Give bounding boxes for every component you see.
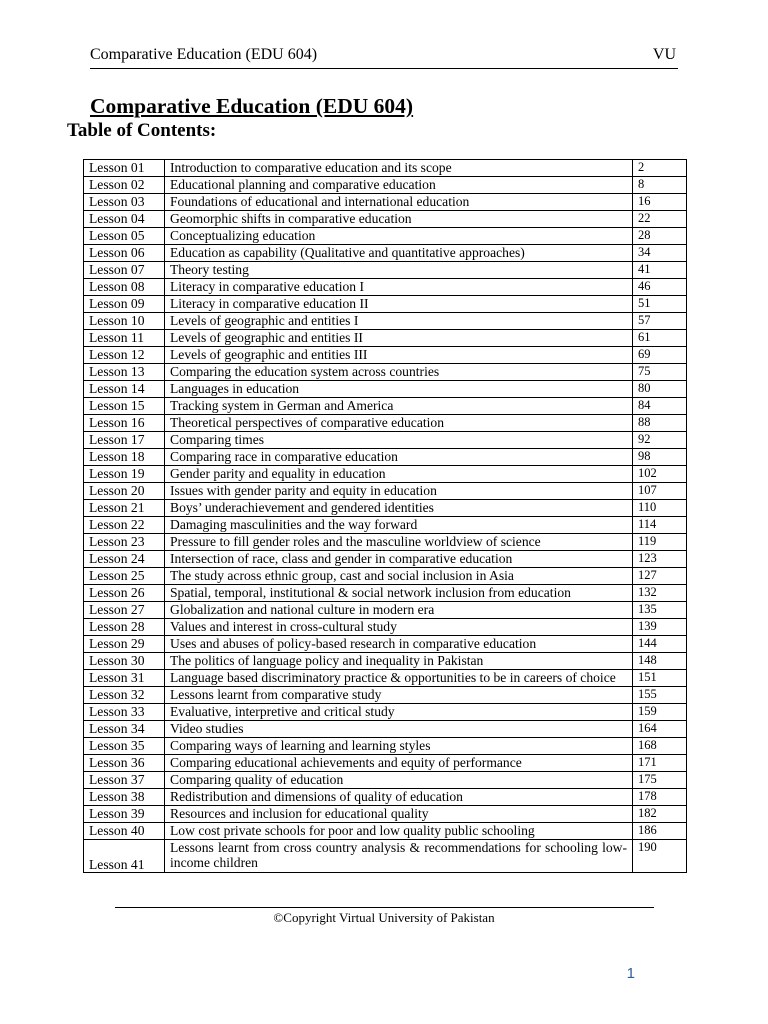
toc-row xyxy=(84,245,687,262)
toc-page-cell: 69 xyxy=(633,347,687,364)
toc-topic-cell: Comparing quality of education xyxy=(165,772,633,789)
toc-row xyxy=(84,381,687,398)
toc-page-cell: 178 xyxy=(633,789,687,806)
toc-lesson-cell: Lesson 40 xyxy=(84,823,165,840)
toc-topic-cell: Levels of geographic and entities III xyxy=(165,347,633,364)
toc-lesson-cell: Lesson 14 xyxy=(84,381,165,398)
footer-copyright: ©Copyright Virtual University of Pakistan xyxy=(273,910,495,925)
toc-page-cell: 148 xyxy=(633,653,687,670)
toc-page-cell: 8 xyxy=(633,177,687,194)
toc-topic-cell: Damaging masculinities and the way forward xyxy=(165,517,633,534)
toc-page-cell: 135 xyxy=(633,602,687,619)
toc-row xyxy=(84,296,687,313)
toc-row xyxy=(84,840,687,873)
toc-topic-cell: Intersection of race, class and gender in comparative education xyxy=(165,551,633,568)
toc-topic-cell: Foundations of educational and international education xyxy=(165,194,633,211)
toc-page-cell: 159 xyxy=(633,704,687,721)
toc-lesson-cell: Lesson 08 xyxy=(84,279,165,296)
toc-topic-cell: Gender parity and equality in education xyxy=(165,466,633,483)
toc-page-cell: 34 xyxy=(633,245,687,262)
toc-page-cell: 175 xyxy=(633,772,687,789)
toc-lesson-cell: Lesson 27 xyxy=(84,602,165,619)
toc-row xyxy=(84,755,687,772)
toc-topic-cell: The politics of language policy and inequality in Pakistan xyxy=(165,653,633,670)
toc-row xyxy=(84,721,687,738)
toc-page-cell: 28 xyxy=(633,228,687,245)
toc-row xyxy=(84,432,687,449)
toc-page-cell: 110 xyxy=(633,500,687,517)
toc-lesson-cell: Lesson 37 xyxy=(84,772,165,789)
document-title: Comparative Education (EDU 604) xyxy=(90,94,414,118)
toc-lesson-cell: Lesson 20 xyxy=(84,483,165,500)
toc-topic-cell: Educational planning and comparative education xyxy=(165,177,633,194)
toc-lesson-cell: Lesson 41 xyxy=(84,840,165,873)
toc-page-cell: 190 xyxy=(633,840,687,873)
toc-row xyxy=(84,500,687,517)
toc-row xyxy=(84,262,687,279)
toc-lesson-cell: Lesson 19 xyxy=(84,466,165,483)
toc-row xyxy=(84,330,687,347)
toc-topic-cell: Geomorphic shifts in comparative education xyxy=(165,211,633,228)
toc-lesson-cell: Lesson 18 xyxy=(84,449,165,466)
toc-lesson-cell: Lesson 33 xyxy=(84,704,165,721)
toc-page-cell: 46 xyxy=(633,279,687,296)
toc-page-cell: 51 xyxy=(633,296,687,313)
toc-row xyxy=(84,313,687,330)
toc-page-cell: 2 xyxy=(633,160,687,177)
toc-lesson-cell: Lesson 06 xyxy=(84,245,165,262)
toc-page-cell: 144 xyxy=(633,636,687,653)
toc-topic-cell: Resources and inclusion for educational quality xyxy=(165,806,633,823)
toc-lesson-cell: Lesson 26 xyxy=(84,585,165,602)
toc-topic-cell: Boys’ underachievement and gendered identities xyxy=(165,500,633,517)
toc-lesson-cell: Lesson 10 xyxy=(84,313,165,330)
toc-row xyxy=(84,738,687,755)
toc-page-cell: 16 xyxy=(633,194,687,211)
toc-page-cell: 139 xyxy=(633,619,687,636)
toc-row xyxy=(84,449,687,466)
toc-row xyxy=(84,551,687,568)
toc-topic-cell: Language based discriminatory practice & opportunities to be in careers of choice xyxy=(165,670,633,687)
toc-lesson-cell: Lesson 03 xyxy=(84,194,165,211)
toc-lesson-cell: Lesson 34 xyxy=(84,721,165,738)
toc-page-cell: 151 xyxy=(633,670,687,687)
toc-row xyxy=(84,806,687,823)
toc-topic-cell: Video studies xyxy=(165,721,633,738)
toc-topic-cell: Literacy in comparative education II xyxy=(165,296,633,313)
toc-row xyxy=(84,364,687,381)
toc-page-cell: 88 xyxy=(633,415,687,432)
toc-topic-cell: Lessons learnt from cross country analysis & recommendations for schooling low-income children xyxy=(165,840,633,873)
toc-lesson-cell: Lesson 23 xyxy=(84,534,165,551)
toc-topic-cell: Uses and abuses of policy-based research in comparative education xyxy=(165,636,633,653)
toc-page-cell: 155 xyxy=(633,687,687,704)
toc-topic-cell: Globalization and national culture in modern era xyxy=(165,602,633,619)
toc-row xyxy=(84,211,687,228)
toc-topic-cell: Education as capability (Qualitative and quantitative approaches) xyxy=(165,245,633,262)
toc-row xyxy=(84,466,687,483)
toc-row xyxy=(84,534,687,551)
toc-row xyxy=(84,653,687,670)
toc-row xyxy=(84,568,687,585)
toc-lesson-cell: Lesson 24 xyxy=(84,551,165,568)
toc-lesson-cell: Lesson 16 xyxy=(84,415,165,432)
toc-lesson-cell: Lesson 35 xyxy=(84,738,165,755)
toc-topic-cell: Spatial, temporal, institutional & social network inclusion from education xyxy=(165,585,633,602)
toc-page-cell: 123 xyxy=(633,551,687,568)
toc-page-cell: 114 xyxy=(633,517,687,534)
toc-topic-cell: Literacy in comparative education I xyxy=(165,279,633,296)
toc-page-cell: 61 xyxy=(633,330,687,347)
toc-page-cell: 127 xyxy=(633,568,687,585)
toc-lesson-cell: Lesson 05 xyxy=(84,228,165,245)
toc-row xyxy=(84,347,687,364)
toc-row xyxy=(84,670,687,687)
toc-page-cell: 80 xyxy=(633,381,687,398)
toc-topic-cell: Pressure to fill gender roles and the masculine worldview of science xyxy=(165,534,633,551)
toc-page-cell: 98 xyxy=(633,449,687,466)
toc-row xyxy=(84,194,687,211)
toc-topic-cell: Issues with gender parity and equity in education xyxy=(165,483,633,500)
toc-row xyxy=(84,619,687,636)
toc-lesson-cell: Lesson 25 xyxy=(84,568,165,585)
toc-topic-cell: Languages in education xyxy=(165,381,633,398)
toc-topic-cell: Comparing the education system across countries xyxy=(165,364,633,381)
toc-topic-cell: Tracking system in German and America xyxy=(165,398,633,415)
toc-page-cell: 164 xyxy=(633,721,687,738)
toc-page-cell: 41 xyxy=(633,262,687,279)
toc-topic-cell: Lessons learnt from comparative study xyxy=(165,687,633,704)
toc-topic-cell: Comparing ways of learning and learning styles xyxy=(165,738,633,755)
toc-body xyxy=(84,160,687,873)
toc-row xyxy=(84,687,687,704)
toc-row xyxy=(84,517,687,534)
toc-lesson-cell: Lesson 13 xyxy=(84,364,165,381)
toc-lesson-cell: Lesson 04 xyxy=(84,211,165,228)
toc-page-cell: 92 xyxy=(633,432,687,449)
toc-topic-cell: Redistribution and dimensions of quality of education xyxy=(165,789,633,806)
toc-row xyxy=(84,704,687,721)
toc-lesson-cell: Lesson 30 xyxy=(84,653,165,670)
toc-heading: Table of Contents: xyxy=(67,120,217,141)
toc-lesson-cell: Lesson 02 xyxy=(84,177,165,194)
toc-lesson-cell: Lesson 17 xyxy=(84,432,165,449)
header-institution: VU xyxy=(652,46,676,63)
page-header xyxy=(90,46,678,69)
toc-topic-cell: Levels of geographic and entities I xyxy=(165,313,633,330)
header-course-title: Comparative Education (EDU 604) xyxy=(90,46,318,63)
toc-row xyxy=(84,789,687,806)
toc-lesson-cell: Lesson 15 xyxy=(84,398,165,415)
toc-topic-cell: Evaluative, interpretive and critical study xyxy=(165,704,633,721)
toc-row xyxy=(84,585,687,602)
toc-row xyxy=(84,602,687,619)
toc-table xyxy=(83,159,687,873)
toc-lesson-cell: Lesson 39 xyxy=(84,806,165,823)
toc-lesson-cell: Lesson 31 xyxy=(84,670,165,687)
toc-page-cell: 168 xyxy=(633,738,687,755)
toc-lesson-cell: Lesson 38 xyxy=(84,789,165,806)
toc-row xyxy=(84,279,687,296)
toc-topic-cell: Comparing educational achievements and equity of performance xyxy=(165,755,633,772)
toc-lesson-cell: Lesson 09 xyxy=(84,296,165,313)
toc-topic-cell: Introduction to comparative education and its scope xyxy=(165,160,633,177)
toc-lesson-cell: Lesson 32 xyxy=(84,687,165,704)
toc-row xyxy=(84,398,687,415)
toc-page-cell: 102 xyxy=(633,466,687,483)
toc-lesson-cell: Lesson 01 xyxy=(84,160,165,177)
toc-page-cell: 186 xyxy=(633,823,687,840)
toc-lesson-cell: Lesson 12 xyxy=(84,347,165,364)
toc-page-cell: 132 xyxy=(633,585,687,602)
toc-topic-cell: Theoretical perspectives of comparative education xyxy=(165,415,633,432)
toc-lesson-cell: Lesson 11 xyxy=(84,330,165,347)
toc-lesson-cell: Lesson 29 xyxy=(84,636,165,653)
toc-lesson-cell: Lesson 28 xyxy=(84,619,165,636)
toc-row xyxy=(84,177,687,194)
toc-topic-cell: Low cost private schools for poor and low quality public schooling xyxy=(165,823,633,840)
toc-topic-cell: Theory testing xyxy=(165,262,633,279)
toc-lesson-cell: Lesson 36 xyxy=(84,755,165,772)
toc-lesson-cell: Lesson 07 xyxy=(84,262,165,279)
toc-page-cell: 57 xyxy=(633,313,687,330)
toc-page-cell: 107 xyxy=(633,483,687,500)
toc-lesson-cell: Lesson 21 xyxy=(84,500,165,517)
toc-topic-cell: Values and interest in cross-cultural study xyxy=(165,619,633,636)
page-number: 1 xyxy=(626,965,635,982)
toc-row xyxy=(84,160,687,177)
toc-topic-cell: Levels of geographic and entities II xyxy=(165,330,633,347)
toc-page-cell: 171 xyxy=(633,755,687,772)
toc-row xyxy=(84,636,687,653)
toc-page-cell: 182 xyxy=(633,806,687,823)
toc-row xyxy=(84,415,687,432)
toc-row xyxy=(84,228,687,245)
toc-page-cell: 75 xyxy=(633,364,687,381)
toc-page-cell: 119 xyxy=(633,534,687,551)
toc-lesson-cell: Lesson 22 xyxy=(84,517,165,534)
toc-page-cell: 22 xyxy=(633,211,687,228)
toc-topic-cell: Comparing race in comparative education xyxy=(165,449,633,466)
toc-topic-cell: Conceptualizing education xyxy=(165,228,633,245)
toc-row xyxy=(84,772,687,789)
toc-page-cell: 84 xyxy=(633,398,687,415)
toc-topic-cell: Comparing times xyxy=(165,432,633,449)
footer-divider xyxy=(115,907,654,908)
toc-topic-cell: The study across ethnic group, cast and social inclusion in Asia xyxy=(165,568,633,585)
toc-row xyxy=(84,823,687,840)
toc-row xyxy=(84,483,687,500)
